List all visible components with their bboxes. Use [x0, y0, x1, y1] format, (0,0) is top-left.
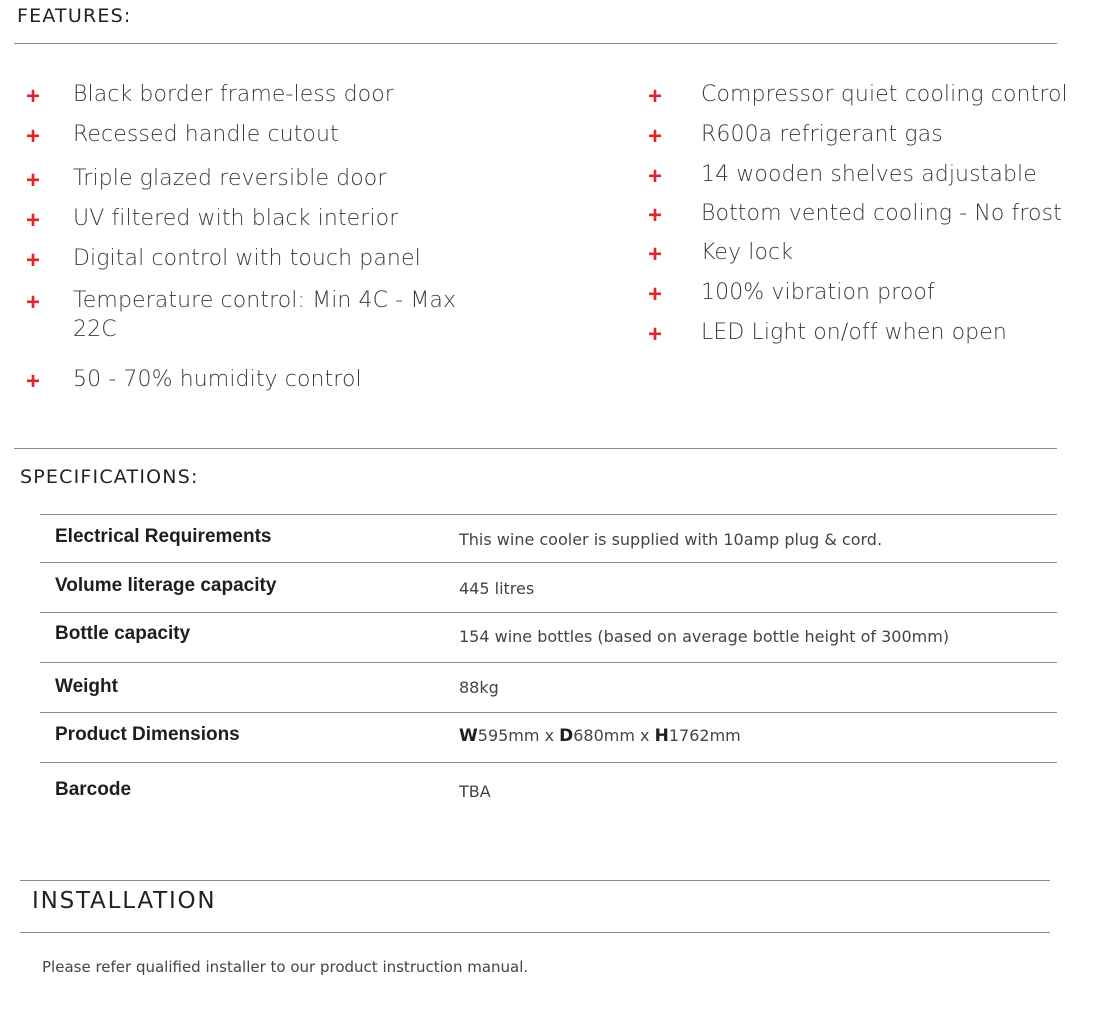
spec-label: Weight [55, 676, 118, 697]
dimension-letter: W [459, 726, 478, 746]
plus-icon: + [648, 321, 663, 348]
feature-text: 50 - 70% humidity control [73, 367, 362, 392]
spec-value: 445 litres [459, 579, 535, 598]
feature-text: Key lock [701, 240, 794, 265]
spec-label: Barcode [55, 779, 132, 800]
features-heading: FEATURES: [17, 5, 132, 27]
plus-icon: + [648, 202, 663, 229]
spec-label: Product Dimensions [55, 724, 240, 745]
dimension-size: 1762mm [668, 726, 741, 745]
dimension-letter: D [559, 726, 574, 746]
plus-icon: + [648, 241, 663, 268]
spec-value [459, 726, 741, 746]
plus-icon: + [26, 368, 41, 395]
feature-text: 100% vibration proof [701, 280, 935, 305]
installation-text: Please refer qualified installer to our product instruction manual. [42, 958, 529, 976]
spec-value: 88kg [459, 678, 499, 697]
spec-label: Bottle capacity [55, 623, 191, 644]
plus-icon: + [648, 123, 663, 150]
dimension-size: 680mm x [573, 726, 655, 745]
feature-text: Digital control with touch panel [73, 246, 421, 271]
specifications-top-divider [14, 448, 1057, 449]
feature-text: Bottom vented cooling - No frost [701, 201, 1062, 226]
plus-icon: + [26, 123, 41, 150]
feature-text: UV filtered with black interior [73, 206, 399, 231]
feature-text: Recessed handle cutout [73, 122, 339, 147]
plus-icon: + [648, 281, 663, 308]
features-left-list [26, 0, 546, 420]
feature-text: R600a refrigerant gas [701, 122, 943, 147]
installation-top-divider [20, 880, 1050, 881]
spec-value: TBA [459, 782, 491, 801]
plus-icon: + [26, 83, 41, 110]
plus-icon: + [648, 163, 663, 190]
feature-text: Triple glazed reversible door [73, 166, 387, 191]
feature-text: 14 wooden shelves adjustable [701, 162, 1037, 187]
feature-text: LED Light on/off when open [701, 320, 1007, 345]
spec-value: This wine cooler is supplied with 10amp plug & cord. [459, 530, 883, 549]
table-row [40, 763, 1057, 813]
plus-icon: + [26, 247, 41, 274]
plus-icon: + [648, 83, 663, 110]
dimension-size: 595mm x [477, 726, 560, 745]
plus-icon: + [26, 207, 41, 234]
spec-label: Volume literage capacity [55, 575, 277, 596]
table-row [40, 663, 1057, 713]
installation-bottom-divider [20, 932, 1050, 933]
table-row [40, 515, 1057, 563]
spec-value: 154 wine bottles (based on average bottle height of 300mm) [459, 627, 950, 646]
feature-text: Black border frame-less door [73, 82, 394, 107]
feature-text: Compressor quiet cooling control [701, 82, 1068, 107]
table-row [40, 563, 1057, 613]
table-row [40, 613, 1057, 663]
table-row [40, 713, 1057, 763]
plus-icon: + [26, 167, 41, 194]
feature-text: Temperature control: Min 4C - Max 22C [73, 288, 457, 342]
spec-label: Electrical Requirements [55, 526, 272, 547]
dimension-letter: H [654, 726, 669, 746]
specifications-heading: SPECIFICATIONS: [20, 466, 199, 488]
installation-heading: INSTALLATION [32, 888, 217, 914]
features-right-list [648, 0, 1098, 360]
plus-icon: + [26, 289, 41, 316]
